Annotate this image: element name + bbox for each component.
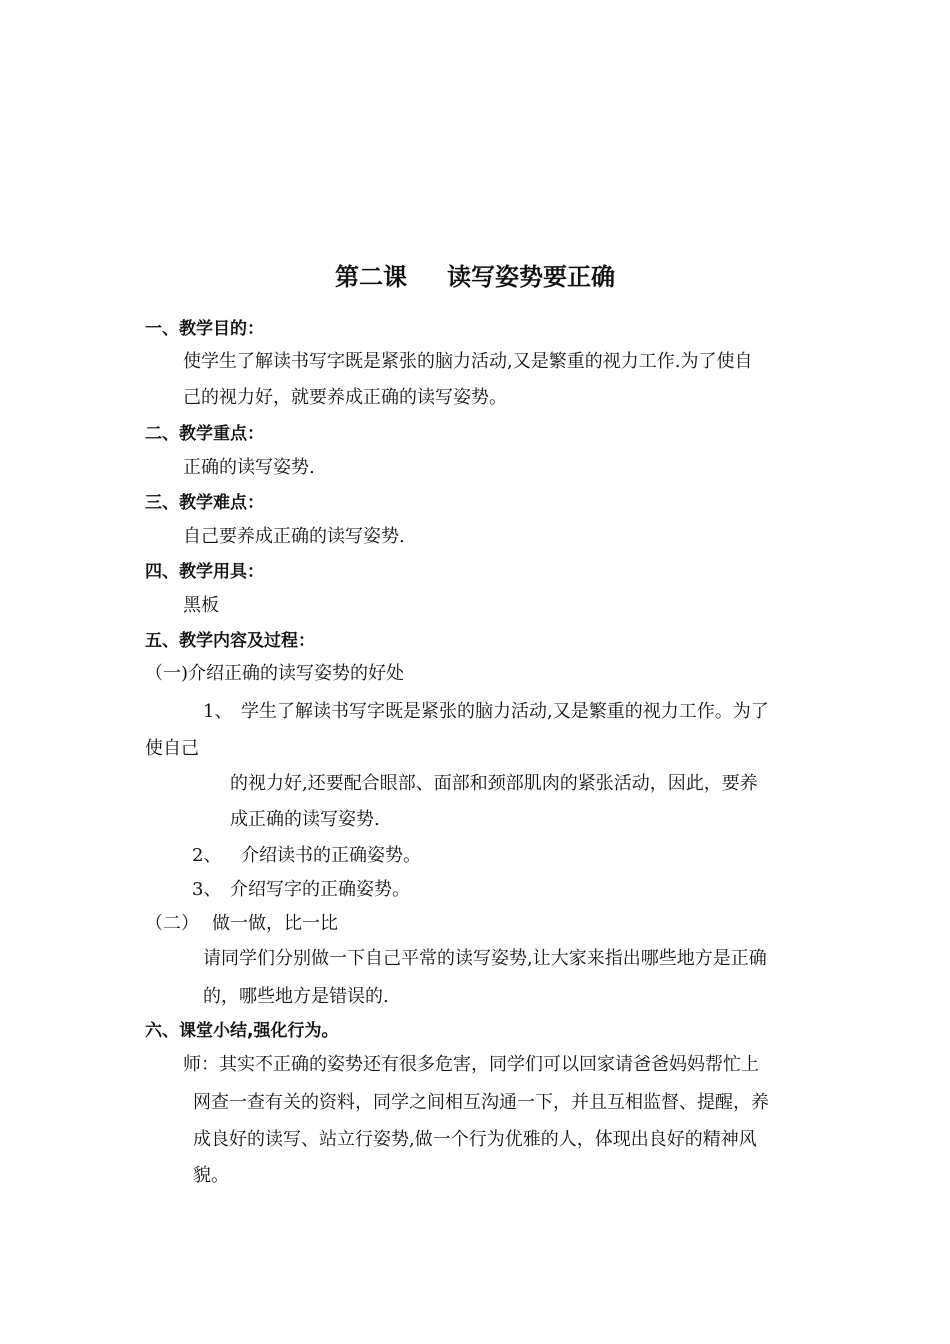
section-heading-key-points: 二、教学重点： [145,424,264,444]
process-part-1-label: （一)介绍正确的读写姿势的好处 [145,663,405,684]
process-item-1-line-2: 使自己 [145,738,199,759]
process-item-1-number: 1、 [203,701,233,722]
summary-line-1: 师：其实不正确的姿势还有很多危害，同学们可以回家请爸爸妈妈帮忙上 [183,1054,759,1075]
section-heading-process: 五、教学内容及过程： [145,631,315,651]
section-heading-tools: 四、教学用具： [145,562,264,582]
section-heading-objectives: 一、教学目的： [145,319,264,339]
page-title [0,260,950,294]
process-item-1-line-1: 学生了解读书写字既是紧张的脑力活动,又是繁重的视力工作。为了 [241,701,769,722]
summary-line-2: 网查一查有关的资料，同学之间相互沟通一下，并且互相监督、提醒，养 [193,1092,769,1113]
summary-line-3: 成良好的读写、站立行姿势,做一个行为优雅的人，体现出良好的精神风 [193,1129,757,1150]
process-part-2-line-2: 的，哪些地方是错误的. [203,986,389,1007]
objectives-line-1: 使学生了解读书写字既是紧张的脑力活动,又是繁重的视力工作.为了使自 [183,351,753,372]
process-part-2-title: 做一做，比一比 [212,913,338,934]
process-item-2-text: 介绍读书的正确姿势。 [241,845,421,866]
process-item-3-text: 介绍写字的正确姿势。 [230,879,410,900]
process-part-2-label: （二） [145,913,199,934]
tools-line: 黑板 [183,595,219,616]
difficulties-line: 自己要养成正确的读写姿势. [183,526,405,547]
summary-line-4: 貌。 [193,1165,229,1186]
process-item-1-line-4: 成正确的读写姿势. [230,809,380,830]
process-item-1-line-3: 的视力好,还要配合眼部、面部和颈部肌肉的紧张活动，因此，要养 [230,773,758,794]
section-heading-summary: 六、课堂小结,强化行为。 [145,1021,339,1041]
lesson-topic: 读写姿势要正确 [447,263,615,291]
lesson-number: 第二课 [335,263,407,291]
key-points-line: 正确的读写姿势. [183,457,315,478]
process-part-2-line-1: 请同学们分别做一下自己平常的读写姿势,让大家来指出哪些地方是正确 [203,948,767,969]
section-heading-difficulties: 三、教学难点： [145,493,264,513]
process-item-3-number: 3、 [192,879,222,900]
objectives-line-2: 己的视力好，就要养成正确的读写姿势。 [183,387,507,408]
process-item-2-number: 2、 [192,845,222,866]
